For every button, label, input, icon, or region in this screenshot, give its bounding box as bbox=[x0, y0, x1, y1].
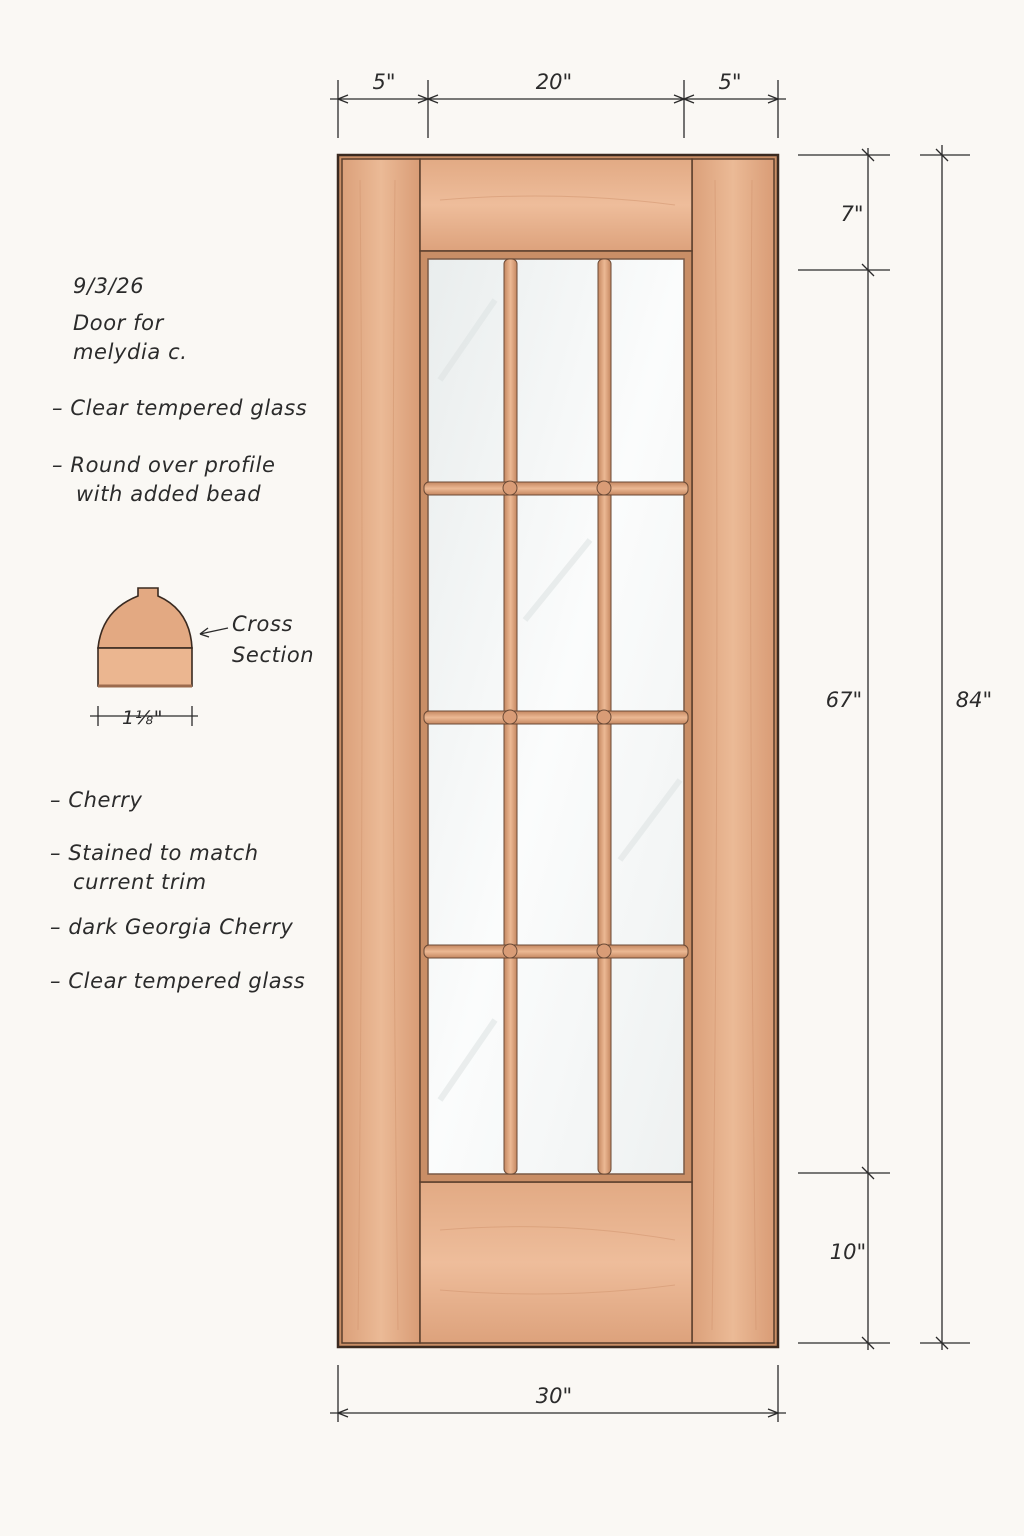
bullet-stain-line1: – Stained to match bbox=[50, 841, 259, 865]
bullet-clear-glass-2: – Clear tempered glass bbox=[50, 969, 306, 993]
door bbox=[338, 155, 778, 1347]
bullet-clear-glass-1: – Clear tempered glass bbox=[52, 396, 308, 420]
cross-section-label-line1: Cross bbox=[232, 612, 294, 636]
dim-glass-width: 20" bbox=[535, 70, 573, 94]
muntin-horizontal-2 bbox=[424, 711, 688, 724]
bullet-profile-line1: – Round over profile bbox=[52, 453, 276, 477]
dim-left-stile: 5" bbox=[372, 70, 396, 94]
top-rail bbox=[420, 159, 692, 251]
dim-total-width: 30" bbox=[535, 1384, 573, 1408]
bullet-profile-line2: with added bead bbox=[76, 482, 262, 506]
left-stile bbox=[342, 159, 420, 1343]
dim-glass-height: 67" bbox=[825, 688, 863, 712]
right-stile bbox=[692, 159, 774, 1343]
muntin-horizontal-1 bbox=[424, 482, 688, 495]
bottom-rail bbox=[420, 1182, 692, 1343]
bullet-cherry: – Cherry bbox=[50, 788, 143, 812]
bullet-stain-line2: current trim bbox=[73, 870, 207, 894]
bullet-georgia-cherry: – dark Georgia Cherry bbox=[50, 915, 294, 939]
title-line1: Door for bbox=[73, 311, 164, 335]
dim-right-stile: 5" bbox=[718, 70, 742, 94]
dim-bottom-rail: 10" bbox=[829, 1240, 867, 1264]
dim-top-rail: 7" bbox=[840, 202, 864, 226]
cross-section-label-line2: Section bbox=[232, 643, 315, 667]
cross-section-width: 1⅛" bbox=[122, 707, 164, 729]
date-note: 9/3/26 bbox=[73, 274, 145, 298]
muntin-horizontal-3 bbox=[424, 945, 688, 958]
title-line2: melydia c. bbox=[73, 340, 188, 364]
dim-total-height: 84" bbox=[955, 688, 993, 712]
